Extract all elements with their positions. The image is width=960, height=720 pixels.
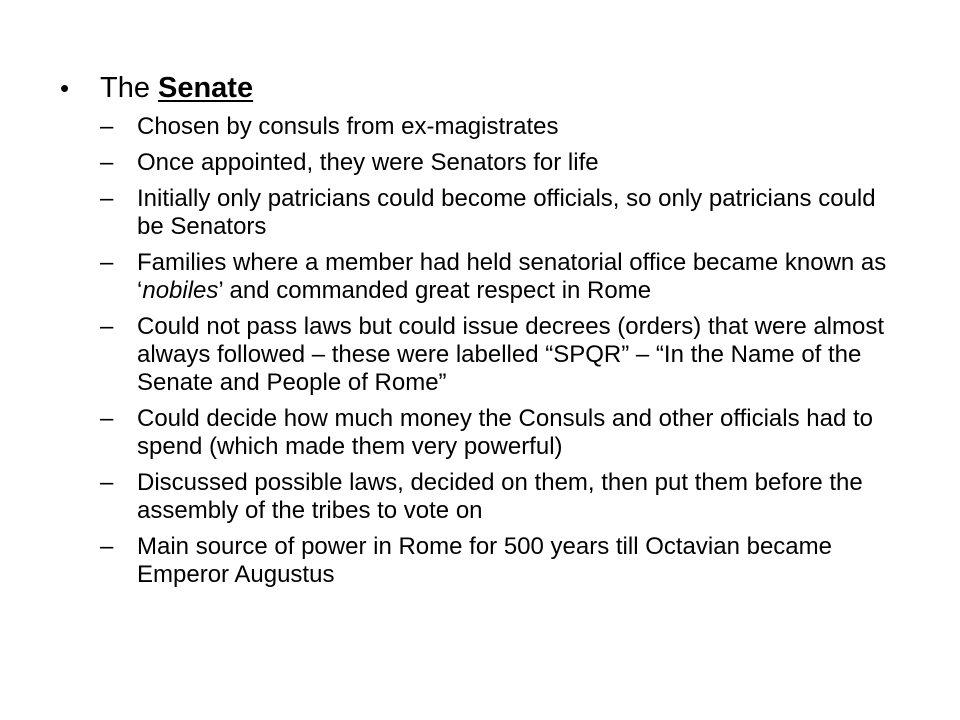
bullet-icon: • — [60, 73, 70, 103]
dash-icon: – — [100, 149, 114, 176]
heading-prefix: The — [100, 72, 150, 104]
heading-keyword: Senate — [157, 72, 254, 104]
text-after-emphasis: ’ and commanded great respect in Rome — [218, 277, 652, 304]
list-item-text: Once appointed, they were Senators for life — [137, 149, 599, 176]
list-item — [100, 149, 900, 177]
text-before-emphasis: Families where a member had held senatorial office became known as ‘ — [137, 249, 887, 304]
list-item — [100, 405, 900, 461]
list-item — [100, 185, 900, 241]
dash-icon: – — [100, 469, 114, 496]
dash-icon: – — [100, 405, 114, 432]
sub-bullet-list — [100, 113, 900, 597]
list-item-text — [137, 249, 900, 305]
list-item — [100, 113, 900, 141]
list-item-text: Main source of power in Rome for 500 years till Octavian became Emperor Augustus — [137, 533, 832, 588]
dash-icon: – — [100, 249, 114, 276]
dash-icon: – — [100, 185, 114, 212]
list-item-text: Chosen by consuls from ex-magistrates — [137, 113, 559, 140]
nobiles-emphasis: nobiles — [142, 277, 219, 304]
list-item-text: Initially only patricians could become officials, so only patricians could be Senators — [137, 185, 876, 240]
dash-icon: – — [100, 113, 114, 140]
main-bullet — [60, 70, 253, 106]
list-item — [100, 469, 900, 525]
list-item-text: Could decide how much money the Consuls and other officials had to spend (which made them very powerful) — [137, 405, 873, 460]
list-item-text: Could not pass laws but could issue decrees (orders) that were almost always followed – these were labelled “SPQR” – “In the Name of the Senate and People of Rome” — [137, 313, 885, 396]
dash-icon: – — [100, 533, 114, 560]
dash-icon: – — [100, 313, 114, 340]
list-item — [100, 313, 900, 397]
list-item — [100, 249, 900, 305]
list-item — [100, 533, 900, 589]
list-item-text: Discussed possible laws, decided on them, then put them before the assembly of the tribes to vote on — [137, 469, 863, 524]
